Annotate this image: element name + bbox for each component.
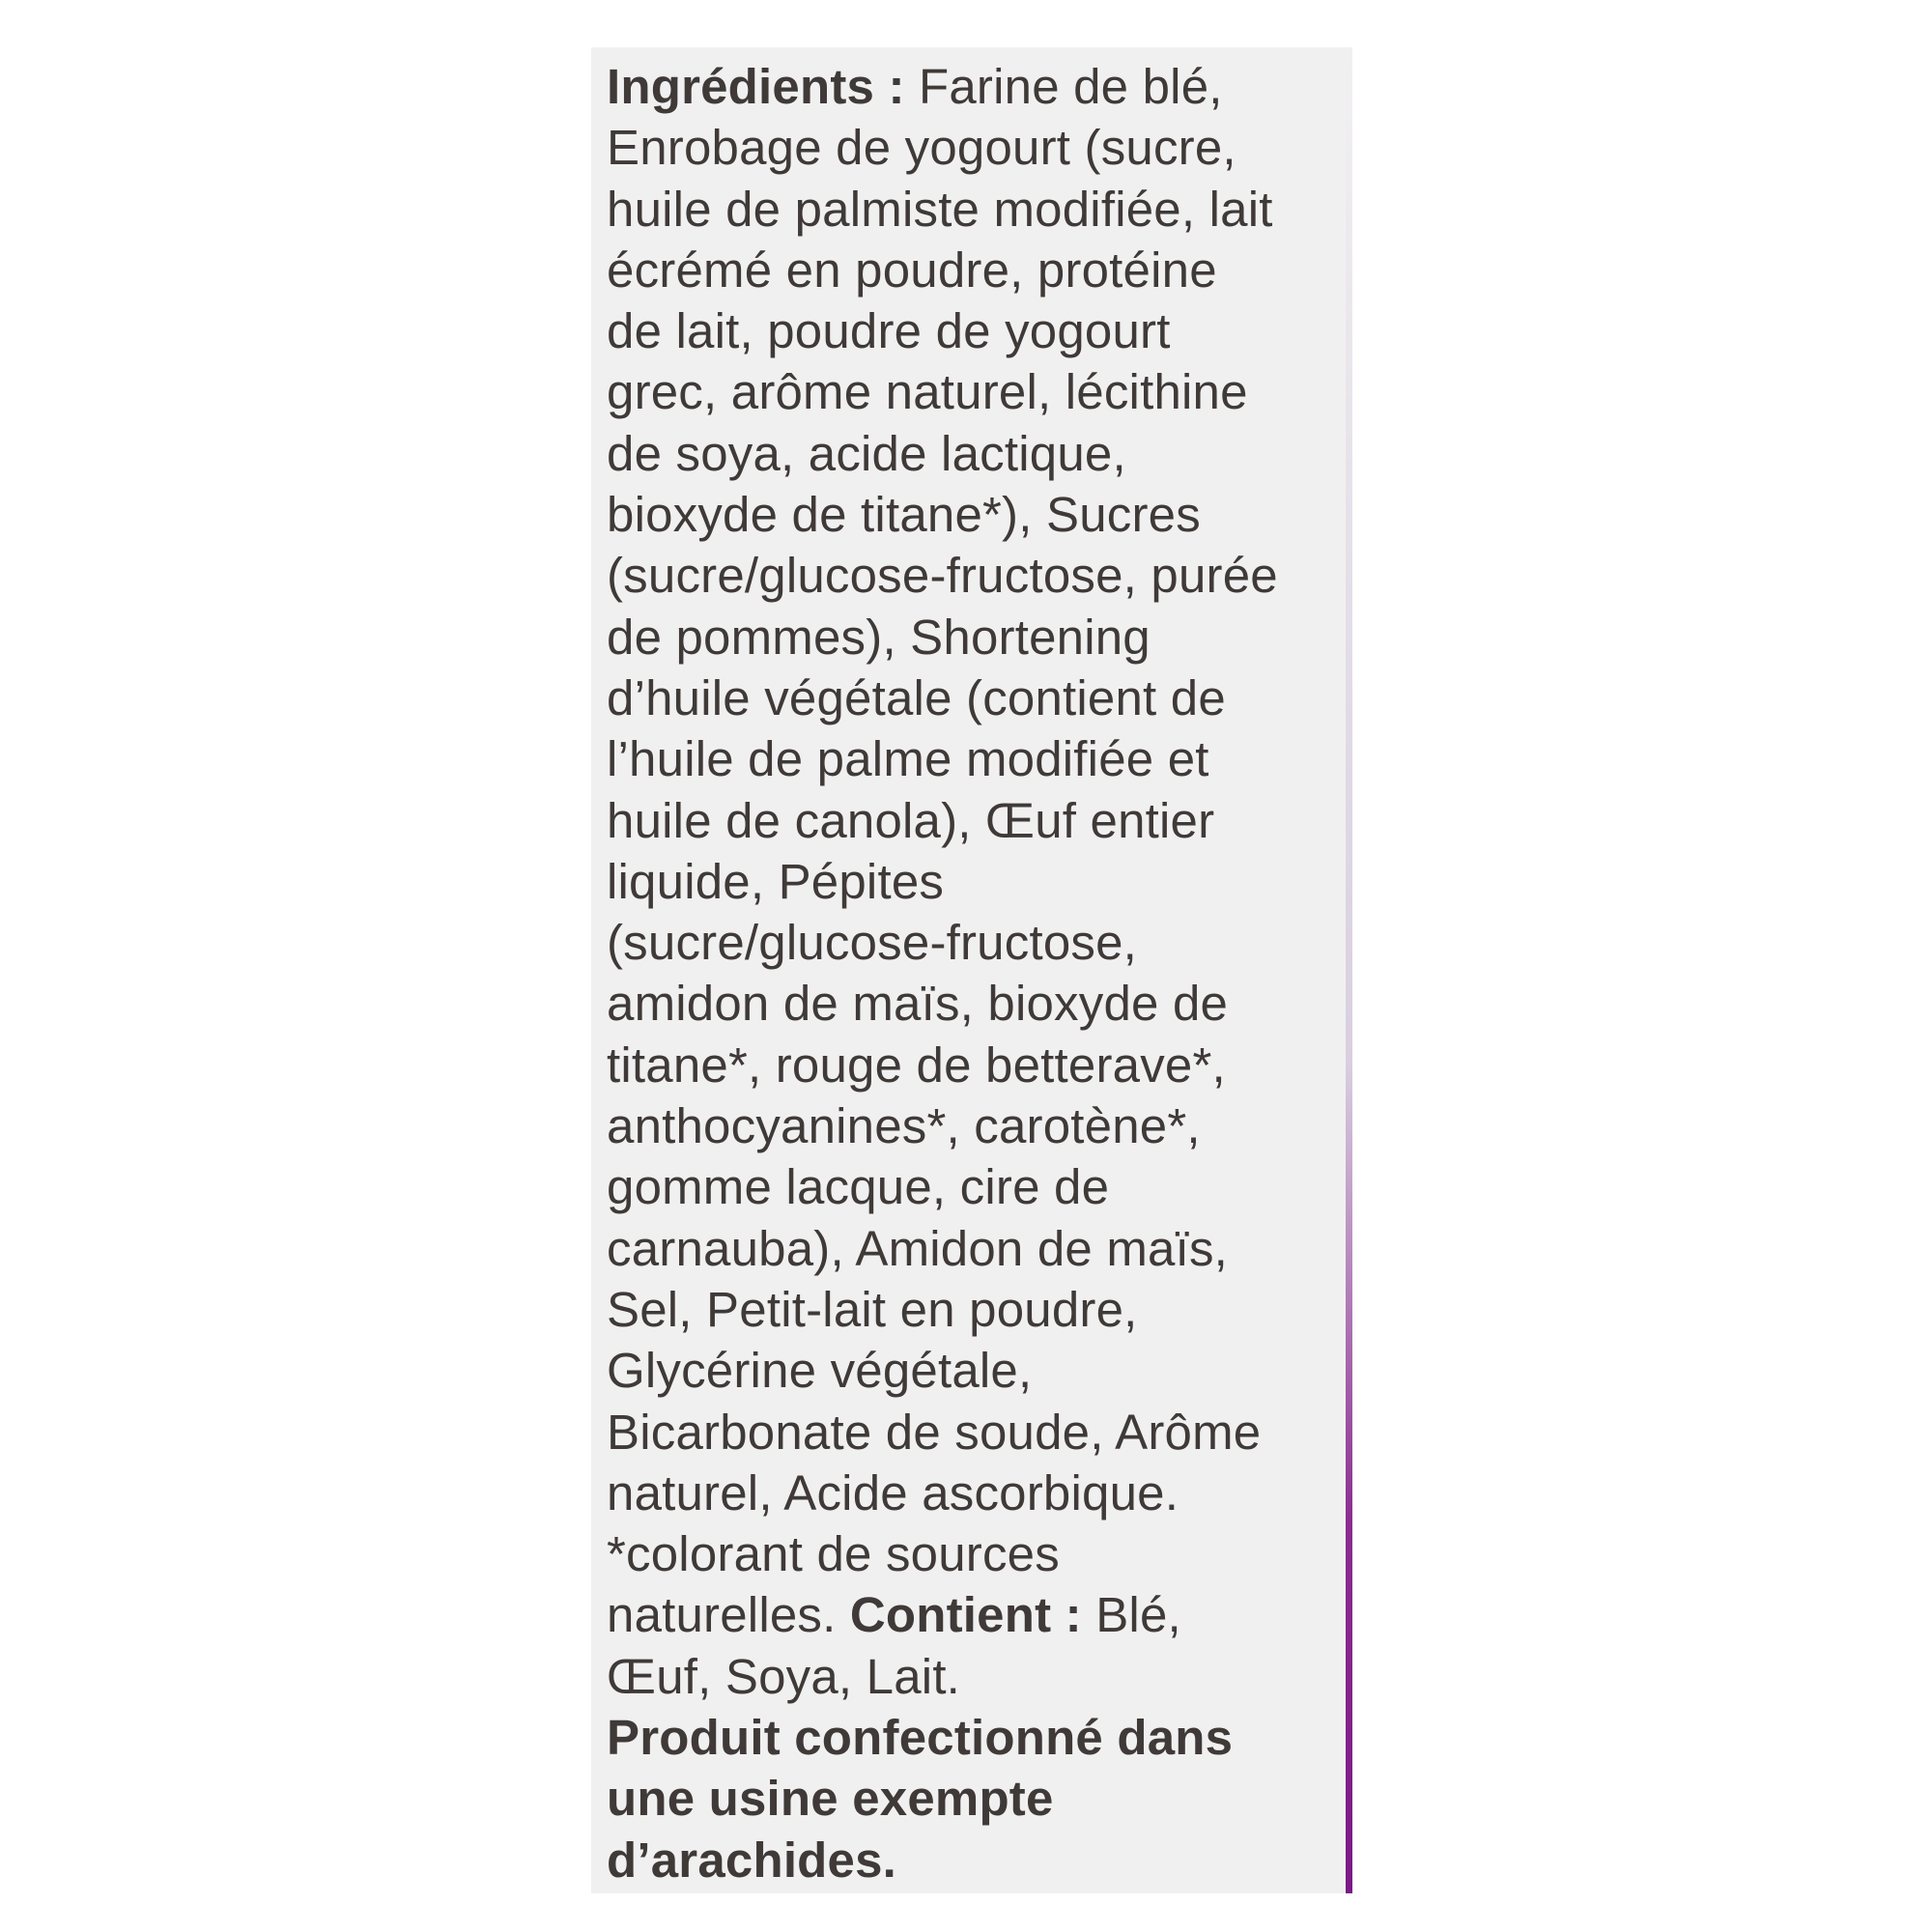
ingredients-line-text: Farine de blé, bbox=[904, 59, 1223, 114]
facility-statement-line: Produit confectionné dans bbox=[607, 1710, 1234, 1766]
ingredients-line: (sucre/glucose-fructose, purée bbox=[607, 548, 1278, 604]
ingredients-line: *colorant de sources bbox=[607, 1526, 1060, 1582]
ingredients-line: anthocyanines*, carotène*, bbox=[607, 1098, 1201, 1154]
ingredients-line: Glycérine végétale, bbox=[607, 1343, 1033, 1399]
ingredients-line: d’huile végétale (contient de bbox=[607, 669, 1226, 725]
ingredients-line: gomme lacque, cire de bbox=[607, 1159, 1110, 1215]
ingredients-heading: Ingrédients : bbox=[607, 59, 905, 114]
ingredients-line: bioxyde de titane*), Sucres bbox=[607, 487, 1201, 543]
contains-allergens-line: Œuf, Soya, Lait. bbox=[607, 1648, 961, 1704]
contains-prefix: naturelles. bbox=[607, 1587, 850, 1643]
ingredients-line: huile de canola), Œuf entier bbox=[607, 792, 1215, 848]
ingredients-line: de pommes), Shortening bbox=[607, 609, 1151, 665]
ingredients-line: de soya, acide lactique, bbox=[607, 425, 1126, 481]
ingredient-text bbox=[607, 56, 1341, 1890]
ingredients-line: carnauba), Amidon de maïs, bbox=[607, 1220, 1229, 1276]
ingredients-line: (sucre/glucose-fructose, bbox=[607, 915, 1138, 971]
ingredients-line: Bicarbonate de soude, Arôme bbox=[607, 1404, 1262, 1460]
contains-line bbox=[607, 1584, 1341, 1645]
ingredients-line: Enrobage de yogourt (sucre, bbox=[607, 120, 1236, 176]
ingredients-line-0 bbox=[607, 56, 1341, 117]
contains-heading: Contient : bbox=[849, 1587, 1082, 1643]
contains-allergens: Blé, bbox=[1081, 1587, 1181, 1643]
ingredients-line: l’huile de palme modifiée et bbox=[607, 731, 1209, 787]
ingredients-line: écrémé en poudre, protéine bbox=[607, 242, 1217, 298]
ingredients-line: de lait, poudre de yogourt bbox=[607, 303, 1171, 359]
ingredients-line: liquide, Pépites bbox=[607, 853, 945, 909]
facility-statement-line: une usine exempte bbox=[607, 1771, 1054, 1827]
ingredients-line: naturel, Acide ascorbique. bbox=[607, 1464, 1179, 1520]
ingredients-line: grec, arôme naturel, lécithine bbox=[607, 364, 1248, 420]
ingredients-line: titane*, rouge de betterave*, bbox=[607, 1037, 1226, 1093]
package-edge bbox=[1346, 47, 1352, 1893]
facility-statement-line: d’arachides. bbox=[607, 1832, 897, 1888]
ingredients-line: huile de palmiste modifiée, lait bbox=[607, 181, 1273, 237]
ingredients-line: amidon de maïs, bioxyde de bbox=[607, 976, 1229, 1032]
ingredients-line: Sel, Petit-lait en poudre, bbox=[607, 1281, 1138, 1337]
